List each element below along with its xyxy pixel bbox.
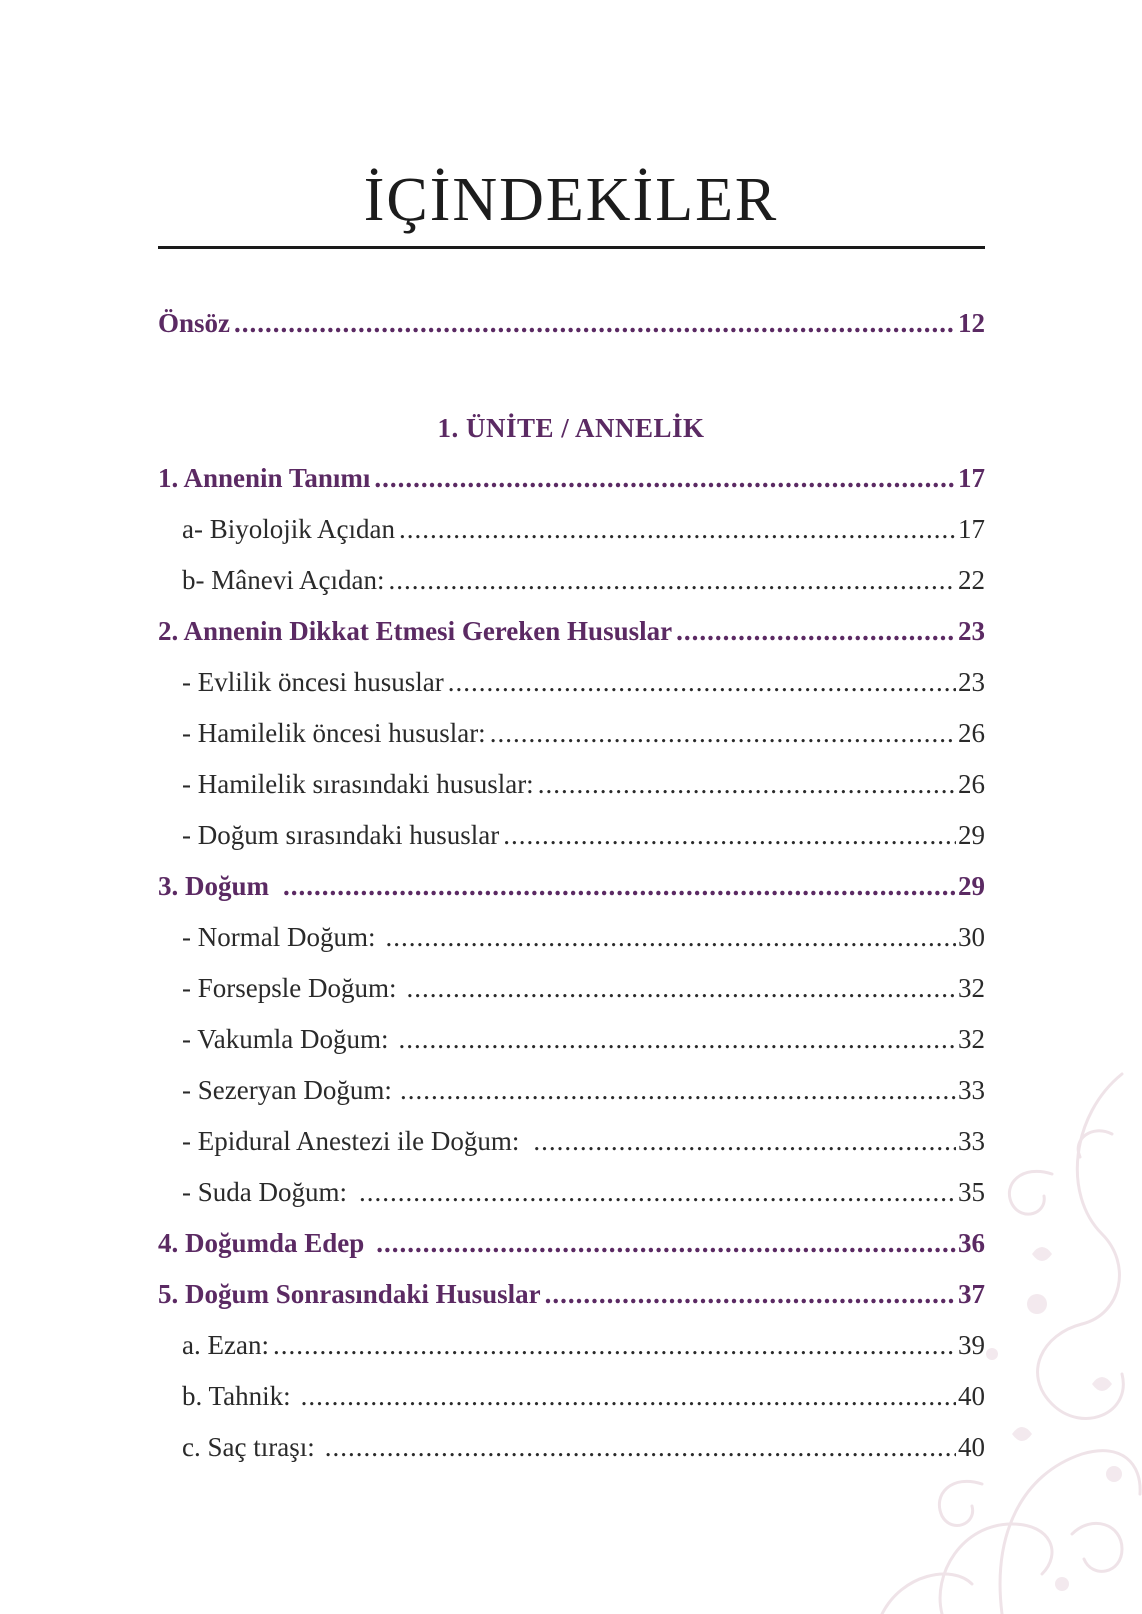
toc-entry-main[interactable] [158,1223,985,1263]
dot-leader [503,815,956,855]
toc-entry-label: 1. Annenin Tanımı [158,463,371,493]
toc-entry-label: - Doğum sırasındaki hususlar [182,820,500,850]
toc-entry-page: 36 [958,1228,985,1258]
toc-entry-label: - Hamilelik öncesi hususlar: [182,718,486,748]
title-divider [158,246,985,249]
toc-entry-page: 40 [958,1381,985,1411]
toc-entry-sub[interactable] [182,1172,985,1212]
toc-entry-sub[interactable] [182,764,985,804]
toc-entry-preface[interactable] [158,303,985,343]
toc-entry-label: Önsöz [158,308,231,338]
toc-entry-label: - Epidural Anestezi ile Doğum: [182,1126,520,1156]
toc-entry-page: 35 [958,1177,985,1207]
toc-entry-page: 29 [958,820,985,850]
toc-entry-sub[interactable] [182,1070,985,1110]
toc-entry-label: - Evlilik öncesi hususlar [182,667,444,697]
toc-entry-label: a. Ezan: [182,1330,269,1360]
toc-entry-label: - Vakumla Doğum: [182,1024,389,1054]
toc-entry-sub[interactable] [182,917,985,957]
toc-entry-sub[interactable] [182,1376,985,1416]
toc-entry-label: - Hamilelik sırasındaki hususlar: [182,769,534,799]
toc-entry-label: - Sezeryan Doğum: [182,1075,392,1105]
toc-entry-label: 2. Annenin Dikkat Etmesi Gereken Hususlar [158,616,673,646]
toc-entry-sub[interactable] [182,1325,985,1365]
dot-leader [400,1070,956,1110]
toc-entry-main[interactable] [158,458,985,498]
dot-leader [490,713,956,753]
toc-entry-page: 37 [958,1279,985,1309]
dot-leader [676,611,956,651]
toc-entry-sub[interactable] [182,713,985,753]
dot-leader [325,1427,956,1467]
dot-leader [273,1325,956,1365]
toc-entry-page: 26 [958,718,985,748]
toc-entry-label: - Normal Doğum: [182,922,376,952]
toc-entry-label: a- Biyolojik Açıdan [182,514,395,544]
dot-leader [385,917,956,957]
toc-entry-sub[interactable] [182,815,985,855]
toc-entry-page: 12 [958,308,985,338]
dot-leader [399,509,956,549]
toc-entry-page: 33 [958,1126,985,1156]
dot-leader [374,458,956,498]
toc-entry-label: 3. Doğum [158,871,270,901]
dot-leader [533,1121,956,1161]
toc-entry-sub[interactable] [182,560,985,600]
dot-leader [301,1376,956,1416]
toc-entry-sub[interactable] [182,1121,985,1161]
toc-entry-label: - Forsepsle Doğum: [182,973,397,1003]
dot-leader [545,1274,956,1314]
toc-entry-page: 32 [958,1024,985,1054]
dot-leader [406,968,956,1008]
toc-entry-page: 40 [958,1432,985,1462]
toc-entry-page: 17 [958,463,985,493]
toc-entry-sub[interactable] [182,662,985,702]
toc-entry-label: c. Saç tıraşı: [182,1432,315,1462]
toc-entry-page: 30 [958,922,985,952]
toc-entry-label: 4. Doğumda Edep [158,1228,365,1258]
toc-entry-page: 23 [958,616,985,646]
dot-leader [388,560,956,600]
toc-entry-page: 32 [958,973,985,1003]
toc-entry-label: - Suda Doğum: [182,1177,347,1207]
toc-entry-page: 26 [958,769,985,799]
dot-leader [398,1019,956,1059]
dot-leader [234,303,956,343]
toc-entry-sub[interactable] [182,968,985,1008]
dot-leader [283,866,956,906]
toc-entry-label: b- Mânevi Açıdan: [182,565,385,595]
toc-entry-main[interactable] [158,866,985,906]
toc-entry-sub[interactable] [182,1019,985,1059]
toc-entry-main[interactable] [158,611,985,651]
toc-entry-page: 23 [958,667,985,697]
toc-entry-label: b. Tahnik: [182,1381,291,1411]
toc-entry-page: 39 [958,1330,985,1360]
page-title: İÇİNDEKİLER [363,166,779,234]
dot-leader [448,662,956,702]
toc-entry-sub[interactable] [182,509,985,549]
toc-entry-page: 22 [958,565,985,595]
toc-entry-page: 17 [958,514,985,544]
unit-heading: 1. ÜNİTE / ANNELİK [437,413,705,443]
dot-leader [376,1223,956,1263]
toc-entry-label: 5. Doğum Sonrasındaki Hususlar [158,1279,541,1309]
dot-leader [359,1172,956,1212]
toc-entry-sub[interactable] [182,1427,985,1467]
dot-leader [538,764,956,804]
toc-entry-page: 29 [958,871,985,901]
toc-entry-main[interactable] [158,1274,985,1314]
toc-entry-page: 33 [958,1075,985,1105]
